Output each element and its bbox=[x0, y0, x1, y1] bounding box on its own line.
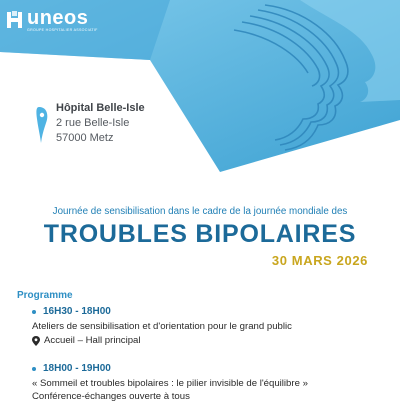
brand-tagline: GROUPE HOSPITALIER ASSOCIATIF bbox=[27, 28, 98, 32]
slot-location: Conférence-échanges ouverte à tous bbox=[32, 391, 190, 402]
location-pin-icon bbox=[36, 105, 50, 145]
map-pin-icon bbox=[32, 336, 40, 346]
slot-time: 16H30 - 18H00 bbox=[43, 306, 111, 317]
brand-logo bbox=[6, 8, 98, 33]
programme-slot bbox=[32, 306, 292, 346]
slot-location: Accueil – Hall principal bbox=[44, 335, 141, 346]
bullet-icon bbox=[32, 310, 36, 314]
event-date: 30 MARS 2026 bbox=[271, 253, 368, 268]
address-name: Hôpital Belle-Isle bbox=[56, 102, 145, 114]
programme-slot bbox=[32, 363, 308, 402]
slot-time: 18H00 - 19H00 bbox=[43, 363, 111, 374]
address-city: 57000 Metz bbox=[56, 132, 114, 144]
event-intro: Journée de sensibilisation dans le cadre de la journée mondiale des bbox=[52, 206, 348, 217]
logo-mark-icon bbox=[6, 10, 24, 30]
address-block bbox=[36, 101, 145, 146]
address-street: 2 rue Belle-Isle bbox=[56, 117, 130, 129]
slot-description: Ateliers de sensibilisation et d'orientation pour le grand public bbox=[32, 321, 292, 332]
programme-heading: Programme bbox=[17, 290, 73, 301]
brand-name: uneos bbox=[27, 7, 89, 29]
bullet-icon bbox=[32, 367, 36, 371]
event-title: TROUBLES BIPOLAIRES bbox=[43, 220, 357, 248]
slot-description: « Sommeil et troubles bipolaires : le pilier invisible de l'équilibre » bbox=[32, 378, 308, 389]
